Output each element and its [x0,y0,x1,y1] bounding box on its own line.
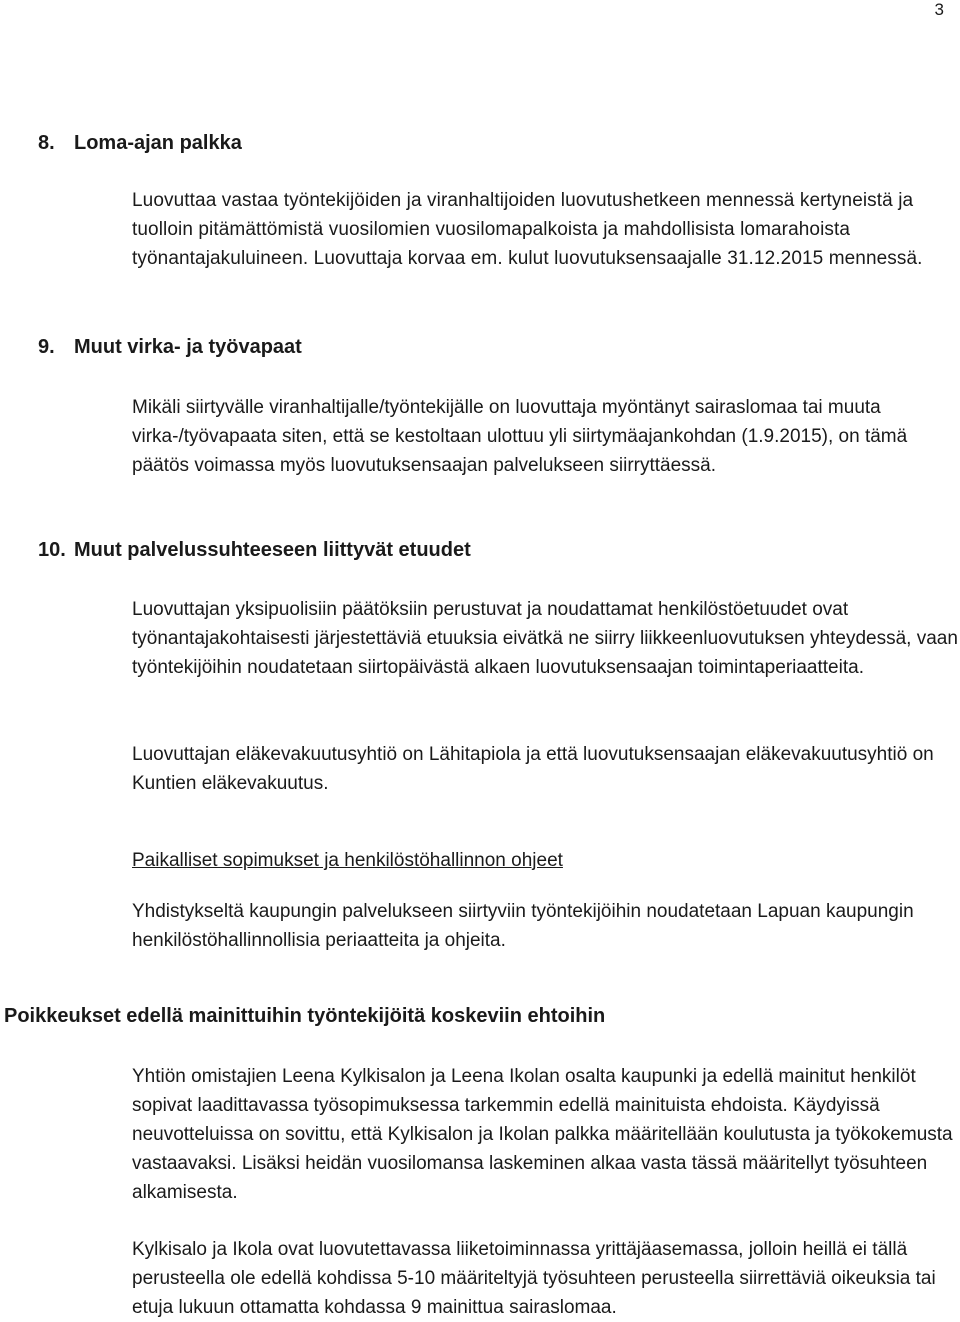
local-agreements-paragraph: Yhdistykseltä kaupungin palvelukseen siirtyviin työntekijöihin noudatetaan Lapuan kaupungin henkilöstöhallinnollisia periaatteita ja ohjeita. [132,901,914,951]
page-number: 3 [934,0,944,19]
section-8-number: 8. [38,132,55,154]
section-9-number: 9. [38,336,55,358]
local-agreements-heading: Paikalliset sopimukset ja henkilöstöhallinnon ohjeet [132,850,563,871]
section-9-title: Muut virka- ja työvapaat [74,336,302,358]
section-10-paragraph-1: Luovuttajan yksipuolisiin päätöksiin perustuvat ja noudattamat henkilöstöetuudet ovat työnantajakohtaisesti järjestettäviä etuuksia eivätkä ne siirry liikkeenluovutuksen yhteydessä, vaan työntekijöihin noudatetaan siirtopäivästä alkaen luovutuksensaajan toimintaperiaatteita. [132,599,958,678]
exceptions-paragraph-1: Yhtiön omistajien Leena Kylkisalon ja Leena Ikolan osalta kaupunki ja edellä mainitut henkilöt sopivat laadittavassa työsopimuksessa tarkemmin edellä mainituista ehdoista. Käydyissä neuvotteluissa on sovittu, että Kylkisalon ja Ikolan palkka määritellään koulutusta ja työkokemusta vastaavaksi. Lisäksi heidän vuosilomansa laskeminen alkaa vasta tässä määritellyt työsuhteen alkamisesta. [132,1066,953,1203]
section-9-heading [38,335,302,359]
section-10-paragraph-2: Luovuttajan eläkevakuutusyhtiö on Lähitapiola ja että luovutuksensaajan eläkevakuutusyhtiö on Kuntien eläkevakuutus. [132,744,934,794]
section-10-number: 10. [38,539,66,561]
section-9-paragraph: Mikäli siirtyvälle viranhaltijalle/työntekijälle on luovuttaja myöntänyt sairaslomaa tai muuta virka-/työvapaata siten, että se kestoltaan ulottuu yli siirtymäajankohdan (1.9.2015), on tämä päätös voimassa myös luovutuksensaajan palvelukseen siirryttäessä. [132,397,908,476]
exceptions-paragraph-2: Kylkisalo ja Ikola ovat luovutettavassa liiketoiminnassa yrittäjäasemassa, jolloin heillä ei tällä perusteella ole edellä kohdissa 5-10 määriteltyjä työsuhteen perusteella siirrettäviä oikeuksia tai etuja lukuun ottamatta kohdassa 9 mainittua sairaslomaa. [132,1239,936,1318]
section-10-title: Muut palvelussuhteeseen liittyvät etuudet [74,539,471,561]
section-10-heading [38,538,471,562]
section-8-paragraph: Luovuttaa vastaa työntekijöiden ja viranhaltijoiden luovutushetkeen mennessä kertyneistä ja tuolloin pitämättömistä vuosilomien vuosilomapalkoista ja mahdollisista lomarahoista työnantajakuluineen. Luovuttaja korvaa em. kulut luovutuksensaajalle 31.12.2015 mennessä. [132,190,923,269]
section-8-title: Loma-ajan palkka [74,132,242,154]
section-8-heading [38,131,242,155]
exceptions-heading: Poikkeukset edellä mainittuihin työntekijöitä koskeviin ehtoihin [4,1005,606,1027]
